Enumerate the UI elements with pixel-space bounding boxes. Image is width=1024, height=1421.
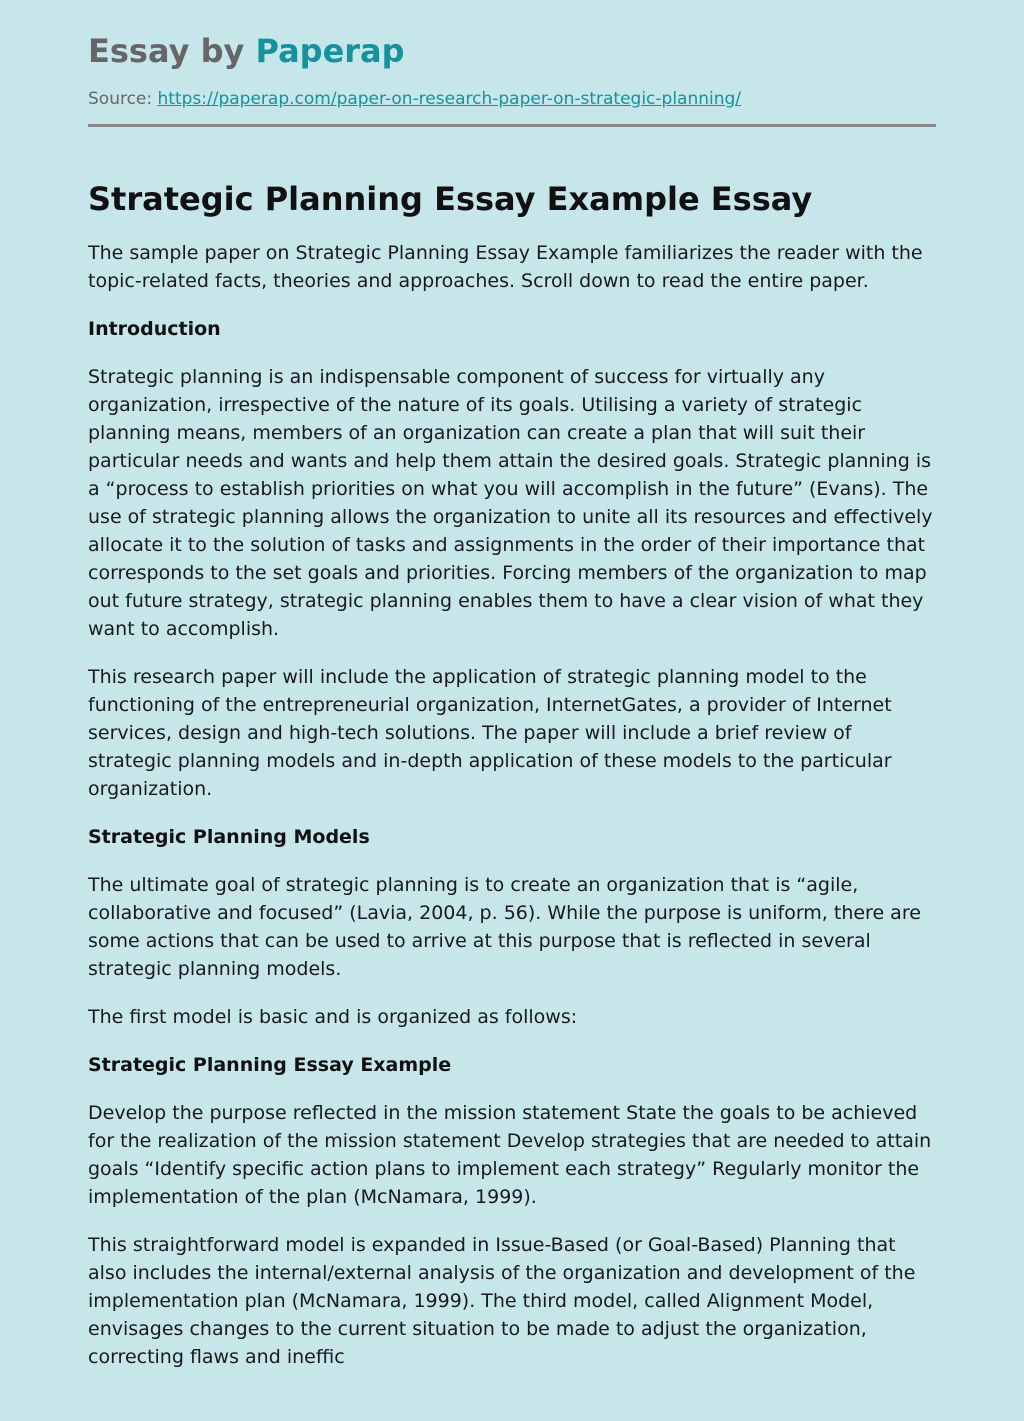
brand-prefix: Essay by [88,32,256,70]
article-body [88,239,936,1371]
source-label: Source: [88,89,153,109]
paragraph: This research paper will include the application of strategic planning model to the functioning of the entrepreneurial organization, InternetGates, a provider of Internet services, design and high-tech solutions. The paper will include a brief review of strategic planning models and in-depth application of these models to the particular organization. [88,666,892,800]
site-brand[interactable] [88,31,936,71]
section-heading-introduction: Introduction [88,318,221,340]
article-title: Strategic Planning Essay Example Essay [88,180,813,218]
paragraph: Develop the purpose reflected in the mission statement State the goals to be achieved for the realization of the mission statement Develop strategies that are needed to attain goals “Identify specific action plans to implement each strategy” Regularly monitor the implementation of the plan (McNamara, 1999). [88,1102,932,1208]
paragraph: The ultimate goal of strategic planning is to create an organization that is “agile, collaborative and focused” (Lavia, 2004, p. 56). While the purpose is uniform, there are some actions that can be used to arrive at this purpose that is reflected in several strategic planning models. [88,874,921,980]
section-heading-example: Strategic Planning Essay Example [88,1054,452,1076]
source-link[interactable]: https://paperap.com/paper-on-research-paper-on-strategic-planning/ [157,89,742,109]
header-divider [88,124,936,127]
intro-paragraph: The sample paper on Strategic Planning Essay Example familiarizes the reader with the topic-related facts, theories and approaches. Scroll down to read the entire paper. [88,242,923,292]
paragraph: This straightforward model is expanded in Issue-Based (or Goal-Based) Planning that also includes the internal/external analysis of the organization and development of the implementation plan (McNamara, 1999). The third model, called Alignment Model, envisages changes to the current situation to be made to adjust the organization, correcting flaws and ineffic [88,1234,916,1368]
page [88,0,936,1371]
section-heading-models: Strategic Planning Models [88,826,370,848]
paragraph: The first model is basic and is organized as follows: [88,1006,578,1028]
source-line [88,88,936,110]
brand-name: Paperap [255,32,405,70]
paragraph: Strategic planning is an indispensable component of success for virtually any organization, irrespective of the nature of its goals. Utilising a variety of strategic planning means, members of an organization can create a plan that will suit their particular needs and wants and help them attain the desired goals. Strategic planning is a “process to establish priorities on what you will accomplish in the future” (Evans). The use of strategic planning allows the organization to unite all its resources and effectively allocate it to the solution of tasks and assignments in the order of their importance that corresponds to the set goals and priorities. Forcing members of the organization to map out future strategy, strategic planning enables them to have a clear vision of what they want to accomplish. [88,366,933,640]
